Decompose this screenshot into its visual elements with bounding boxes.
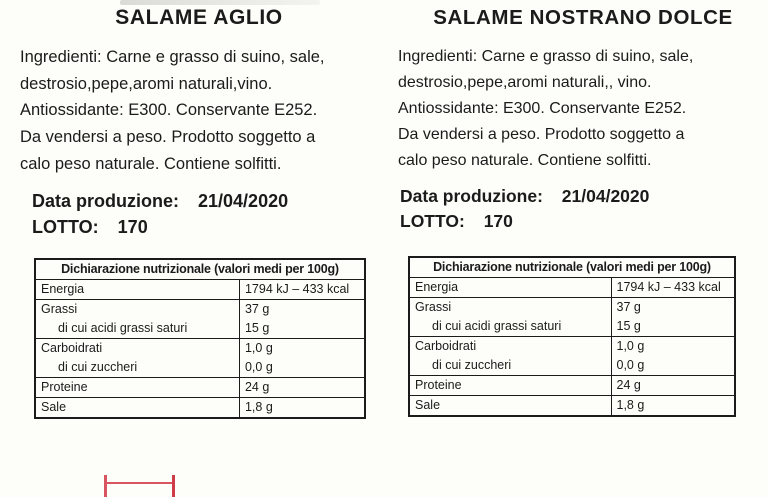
nutrient-name: Carboidrati <box>36 339 240 359</box>
crop-registration-mark <box>104 475 107 497</box>
nutrition-table-header: Dichiarazione nutrizionale (valori medi per 100g) <box>36 260 365 280</box>
table-row <box>410 396 735 416</box>
table-row <box>410 376 735 396</box>
table-row <box>36 280 365 300</box>
nutrient-value: 24 g <box>239 378 364 398</box>
nutrition-table <box>408 256 736 417</box>
product-title: SALAME NOSTRANO DOLCE <box>433 6 733 29</box>
ingredients-line: Da vendersi a peso. Prodotto soggetto a <box>20 128 316 147</box>
nutrient-name: Energia <box>410 278 612 298</box>
nutrient-name: Grassi <box>410 298 612 318</box>
ingredients-line: calo peso naturale. Contiene solfitti. <box>398 151 652 169</box>
table-row <box>36 378 365 398</box>
nutrient-value: 1,0 g <box>611 337 735 357</box>
table-row <box>36 398 365 418</box>
nutrient-value: 37 g <box>611 298 735 318</box>
nutrient-value: 1794 kJ – 433 kcal <box>239 280 364 300</box>
lot-row <box>400 209 768 234</box>
nutrient-subname: di cui acidi grassi saturi <box>36 319 240 339</box>
product-label-salame-aglio <box>6 0 386 470</box>
nutrient-value: 1,8 g <box>611 396 735 416</box>
nutrient-subname: di cui acidi grassi saturi <box>410 317 612 337</box>
table-row <box>410 258 735 278</box>
production-date-row <box>32 188 386 214</box>
lot-label: LOTTO: <box>32 216 99 237</box>
nutrient-name: Sale <box>36 398 240 418</box>
nutrient-value: 37 g <box>239 300 364 320</box>
nutrient-name: Proteine <box>36 378 240 398</box>
nutrient-name: Carboidrati <box>410 337 612 357</box>
production-date-value: 21/04/2020 <box>561 185 650 206</box>
ingredients-line: Da vendersi a peso. Prodotto soggetto a <box>398 125 685 143</box>
production-date-value: 21/04/2020 <box>198 190 289 211</box>
ingredients-line: destrosio,pepe,aromi naturali,vino. <box>20 74 273 93</box>
ingredients-line: Ingredienti: Carne e grasso di suino, sale, <box>20 48 325 66</box>
nutrient-name: Grassi <box>36 300 240 320</box>
table-row <box>410 298 735 318</box>
product-label-salame-nostrano-dolce <box>392 0 768 470</box>
table-row <box>36 260 365 280</box>
nutrient-value: 1,0 g <box>239 339 364 359</box>
nutrient-name: Energia <box>36 280 240 300</box>
ingredients-block <box>392 44 768 174</box>
production-date-label: Data produzione: <box>32 190 179 211</box>
crop-registration-mark <box>172 475 175 497</box>
product-title: SALAME AGLIO <box>115 6 283 29</box>
crop-registration-rule <box>104 482 174 484</box>
ingredients-line: destrosio,pepe,aromi naturali,, vino. <box>398 73 652 91</box>
nutrient-value: 15 g <box>611 317 735 337</box>
ingredients-block <box>6 44 386 178</box>
ingredients-line: calo peso naturale. Contiene solfitti. <box>20 154 282 173</box>
table-row <box>410 317 735 337</box>
nutrient-value: 15 g <box>239 319 364 339</box>
table-row <box>410 278 735 298</box>
ingredients-line: Antiossidante: E300. Conservante E252. <box>398 99 687 117</box>
production-date-label: Data produzione: <box>400 185 543 206</box>
table-row <box>36 358 365 378</box>
table-row <box>410 337 735 357</box>
lot-value: 170 <box>483 210 513 231</box>
ingredients-line: Antiossidante: E300. Conservante E252. <box>20 101 318 120</box>
production-date-row <box>400 184 768 209</box>
production-info <box>392 184 768 235</box>
nutrition-table-header: Dichiarazione nutrizionale (valori medi per 100g) <box>410 258 735 278</box>
nutrient-subname: di cui zuccheri <box>36 358 240 378</box>
nutrient-value: 0,0 g <box>611 356 735 376</box>
lot-row <box>32 214 386 240</box>
table-row <box>410 356 735 376</box>
ingredients-line: Ingredienti: Carne e grasso di suino, sale, <box>398 48 694 65</box>
nutrient-value: 24 g <box>611 376 735 396</box>
table-row <box>36 300 365 320</box>
nutrient-name: Proteine <box>410 376 612 396</box>
nutrient-name: Sale <box>410 396 612 416</box>
nutrition-table <box>34 258 366 419</box>
table-row <box>36 339 365 359</box>
nutrient-value: 1,8 g <box>239 398 364 418</box>
lot-label: LOTTO: <box>400 210 465 231</box>
nutrient-value: 0,0 g <box>239 358 364 378</box>
lot-value: 170 <box>117 216 148 237</box>
nutrient-value: 1794 kJ – 433 kcal <box>611 278 735 298</box>
table-row <box>36 319 365 339</box>
nutrient-subname: di cui zuccheri <box>410 356 612 376</box>
production-info <box>6 188 386 240</box>
